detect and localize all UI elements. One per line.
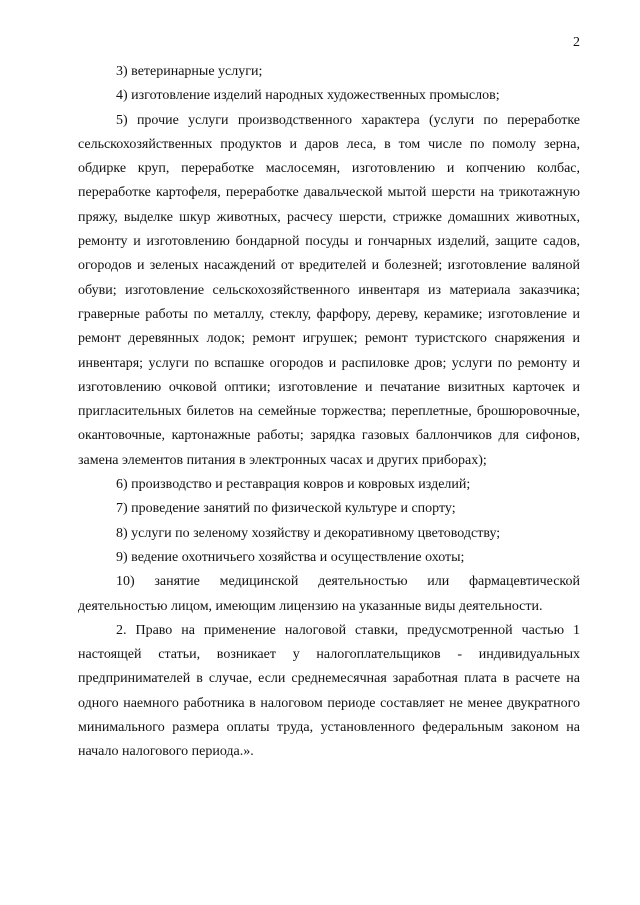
document-body [78,60,580,765]
list-item-4: 4) изготовление изделий народных художественных промыслов; [116,88,500,104]
list-item-8: 8) услуги по зеленому хозяйству и декоративному цветоводству; [116,525,501,541]
list-item-5: 5) прочие услуги производственного характера (услуги по переработке сельскохозяйственных продуктов и даров леса, в том числе по помолу зерна, обдирке круп, переработке маслосемян, изготовлению и копчению колбас, переработке картофеля, переработке давальческой мытой шерсти на трикотажную пряжу, выделке шкур животных, расчесу шерсти, стрижке домашних животных, ремонту и изготовлению бондарной посуды и гончарных изделий, защите садов, огородов и зеленых насаждений от вредителей и болезней; изготовление валяной обуви; изготовление сельскохозяйственного инвентаря из материала заказчика; граверные работы по металлу, стеклу, фарфору, дереву, керамике; изготовление и ремонт деревянных лодок; ремонт игрушек; ремонт туристского снаряжения и инвентаря; услуги по вспашке огородов и распиловке дров; услуги по ремонту и изготовлению очковой оптики; изготовление и печатание визитных карточек и пригласительных билетов на семейные торжества; переплетные, брошюровочные, окантовочные, картонажные работы; зарядка газовых баллончиков для сифонов, замена элементов питания в электронных часах и других приборах); [78,112,580,468]
list-item-7: 7) проведение занятий по физической культуре и спорту; [116,501,456,517]
list-item-6: 6) производство и реставрация ковров и ковровых изделий; [116,477,471,493]
section-2-paragraph: 2. Право на применение налоговой ставки, предусмотренной частью 1 настоящей статьи, возникает у налогоплательщиков - индивидуальных предпринимателей в случае, если среднемесячная заработная плата в расчете на одного наемного работника в налоговом периоде составляет не менее двукратного минимального размера оплаты труда, установленного федеральным законом на начало налогового периода.». [78,622,580,760]
page-number: 2 [573,35,580,50]
list-item-10: 10) занятие медицинской деятельностью или фармацевтической деятельностью лицом, имеющим лицензию на указанные виды деятельности. [78,574,580,614]
list-item-9: 9) ведение охотничьего хозяйства и осуществление охоты; [116,549,465,565]
list-item-3: 3) ветеринарные услуги; [116,64,263,79]
